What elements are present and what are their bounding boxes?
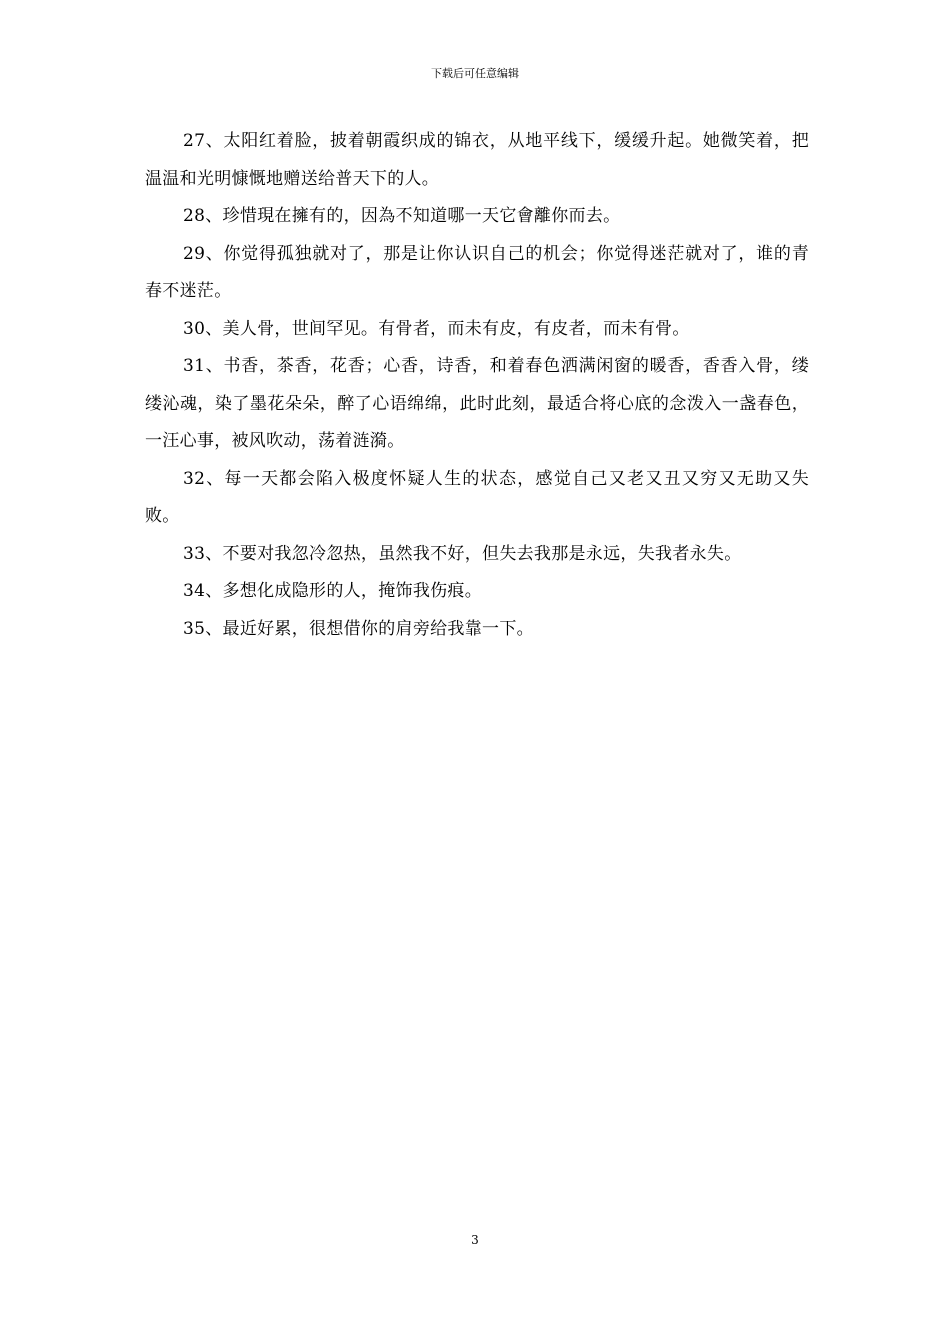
paragraph-34: 34、多想化成隐形的人，掩饰我伤痕。 <box>183 581 483 601</box>
paragraph-27: 27、太阳红着脸，披着朝霞织成的锦衣，从地平线下，缓缓升起。她微笑着，把温温和光明慷慨地赠送给普天下的人。 <box>145 131 809 189</box>
document-body <box>145 123 809 648</box>
paragraph-30: 30、美人骨，世间罕见。有骨者，而未有皮，有皮者，而未有骨。 <box>183 318 690 339</box>
page-number: 3 <box>471 1233 479 1247</box>
paragraph-28: 28、珍惜現在擁有的，因為不知道哪一天它會離你而去。 <box>183 206 621 226</box>
page-header: 下载后可任意编辑 <box>431 67 519 80</box>
paragraph-35: 35、最近好累，很想借你的肩旁给我靠一下。 <box>183 618 534 639</box>
paragraph-33: 33、不要对我忽冷忽热，虽然我不好，但失去我那是永远，失我者永失。 <box>183 543 742 564</box>
paragraph-32: 32、每一天都会陷入极度怀疑人生的状态，感觉自己又老又丑又穷又无助又失败。 <box>145 468 809 526</box>
paragraph-29: 29、你觉得孤独就对了，那是让你认识自己的机会；你觉得迷茫就对了，谁的青春不迷茫。 <box>145 243 809 301</box>
paragraph-31: 31、书香，茶香，花香；心香，诗香，和着春色洒满闲窗的暖香，香香入骨，缕缕沁魂，染了墨花朵朵，醉了心语绵绵，此时此刻，最适合将心底的念泼入一盏春色，一汪心事，被风吹动，荡着涟漪。 <box>145 356 809 451</box>
